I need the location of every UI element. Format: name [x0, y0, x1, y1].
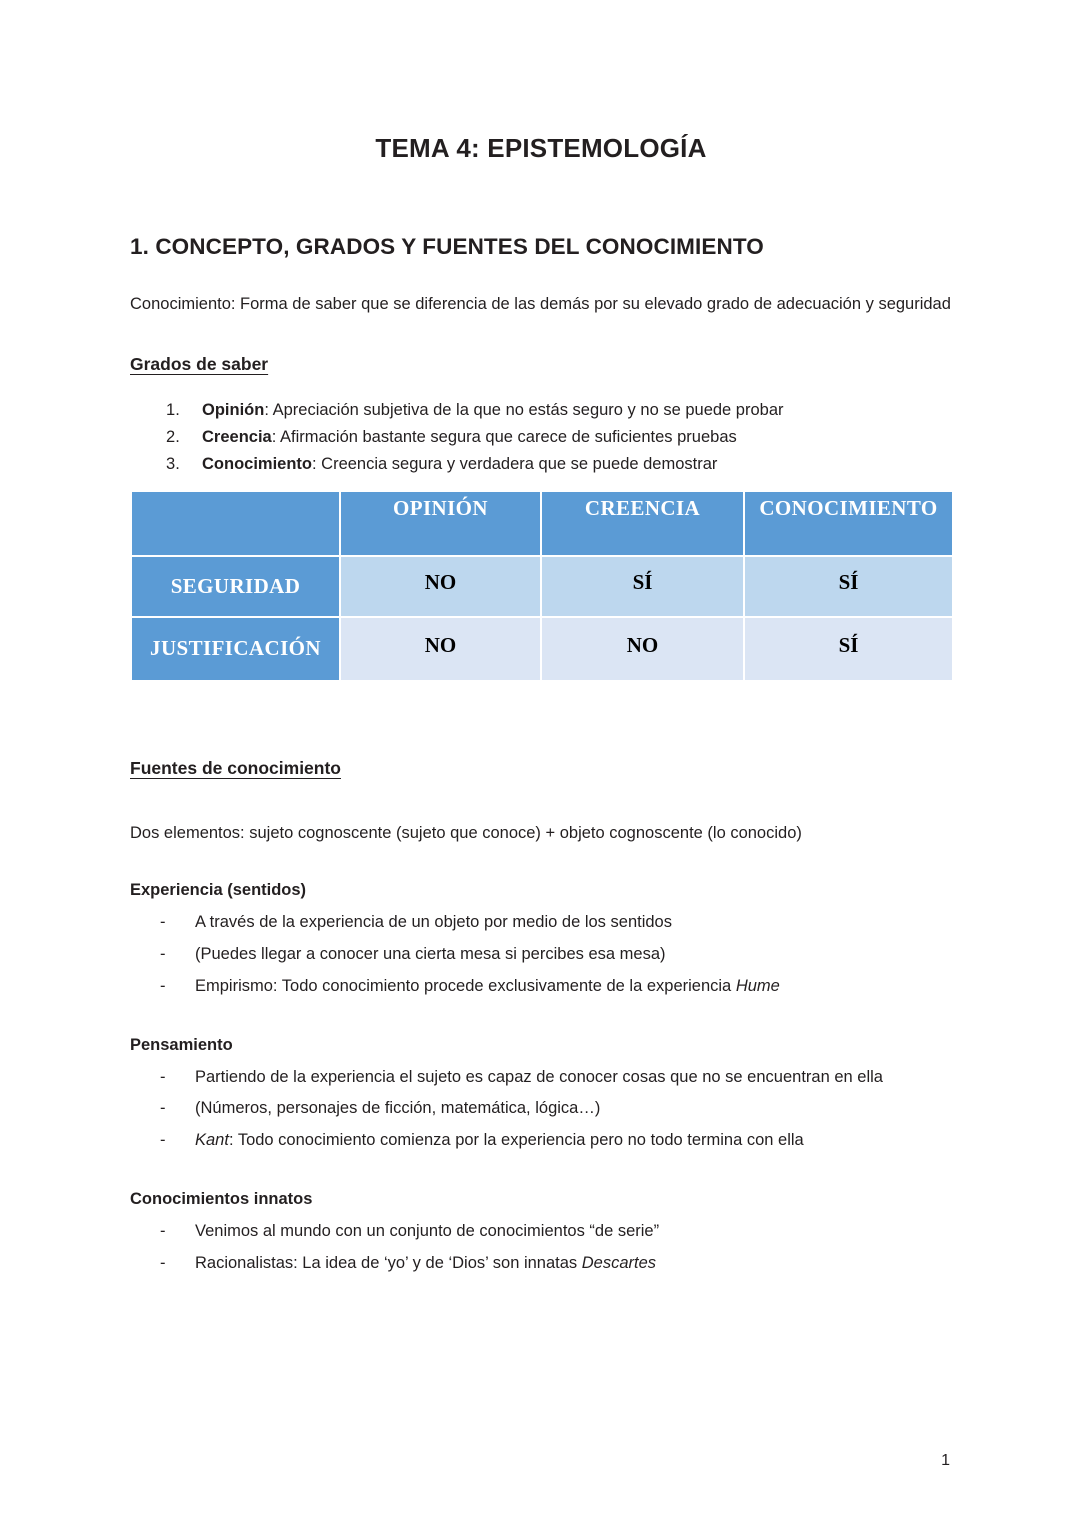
table-column-header: OPINIÓN [340, 491, 541, 556]
list-item-text-pre: Racionalistas: La idea de ‘yo’ y de ‘Dios’ son innatas [195, 1254, 582, 1273]
experiencia-list [130, 900, 952, 1000]
table-cell: SÍ [744, 617, 953, 681]
table-header-row [131, 491, 953, 556]
list-item [130, 397, 952, 424]
table-cell: SÍ [744, 556, 953, 617]
definition-paragraph: Conocimiento: Forma de saber que se diferencia de las demás por su elevado grado de adecuación y seguridad [130, 295, 951, 313]
table-row [131, 556, 953, 617]
table-row-header: JUSTIFICACIÓN [131, 617, 340, 681]
table-corner-cell [131, 491, 340, 556]
section-heading-1: 1. CONCEPTO, GRADOS Y FUENTES DEL CONOCIMIENTO [130, 234, 764, 259]
list-item-text-post: Partiendo de la experiencia el sujeto es capaz de conocer cosas que no se encuentran en ella [195, 1067, 883, 1086]
subheading-fuentes-de-conocimiento: Fuentes de conocimiento [130, 757, 341, 778]
block-label-pensamiento: Pensamiento [130, 1035, 233, 1054]
list-item-text-post: A través de la experiencia de un objeto por medio de los sentidos [195, 912, 672, 931]
block-label-experiencia: Experiencia (sentidos) [130, 880, 307, 899]
subheading-grados-de-saber: Grados de saber [130, 354, 269, 375]
list-item [130, 1090, 952, 1122]
list-item-emphasis: Hume [735, 976, 780, 995]
list-item-emphasis: Descartes [581, 1254, 657, 1273]
table-row-header: SEGURIDAD [131, 556, 340, 617]
list-item [130, 424, 952, 451]
grados-list [130, 375, 952, 477]
list-item-term: Conocimiento [202, 454, 312, 473]
page-number: 1 [941, 1452, 950, 1469]
list-item-text-post: : Todo conocimiento comienza por la experiencia pero no todo termina con ella [228, 1131, 804, 1150]
table-row [131, 617, 953, 681]
list-item-text-post: (Puedes llegar a conocer una cierta mesa si percibes esa mesa) [195, 944, 666, 963]
table-cell: SÍ [541, 556, 744, 617]
table-cell: NO [541, 617, 744, 681]
list-item-emphasis: Kant [195, 1131, 229, 1150]
list-item-text-pre: Empirismo: Todo conocimiento procede exclusivamente de la experiencia [195, 976, 736, 995]
table-cell: NO [340, 617, 541, 681]
pensamiento-list [130, 1055, 952, 1155]
page-title: TEMA 4: EPISTEMOLOGÍA [375, 133, 707, 163]
innatos-list [130, 1209, 952, 1277]
list-item-text-post: Venimos al mundo con un conjunto de conocimientos “de serie” [195, 1222, 660, 1241]
list-item-term: Creencia [202, 428, 272, 447]
list-item-text-post: (Números, personajes de ficción, matemática, lógica…) [195, 1099, 601, 1118]
fuentes-intro-paragraph: Dos elementos: sujeto cognoscente (sujeto que conoce) + objeto cognoscente (lo conocido) [130, 823, 802, 842]
list-item [130, 904, 952, 936]
list-item-text: : Creencia segura y verdadera que se puede demostrar [312, 454, 718, 473]
list-item [130, 1122, 952, 1154]
list-item [130, 1059, 952, 1091]
list-item [130, 936, 952, 968]
page-content [130, 0, 952, 1277]
list-item-text: : Apreciación subjetiva de la que no estás seguro y no se puede probar [264, 401, 784, 420]
table-column-header: CREENCIA [541, 491, 744, 556]
list-item-term: Opinión [202, 401, 265, 420]
block-label-conocimientos-innatos: Conocimientos innatos [130, 1190, 313, 1209]
comparison-table [130, 490, 954, 682]
table-cell: NO [340, 556, 541, 617]
list-item [130, 1213, 952, 1245]
list-item [130, 968, 952, 1000]
table-column-header: CONOCIMIENTO [744, 491, 953, 556]
list-item [130, 451, 952, 478]
list-item [130, 1245, 952, 1277]
list-item-text: : Afirmación bastante segura que carece de suficientes pruebas [271, 428, 737, 447]
